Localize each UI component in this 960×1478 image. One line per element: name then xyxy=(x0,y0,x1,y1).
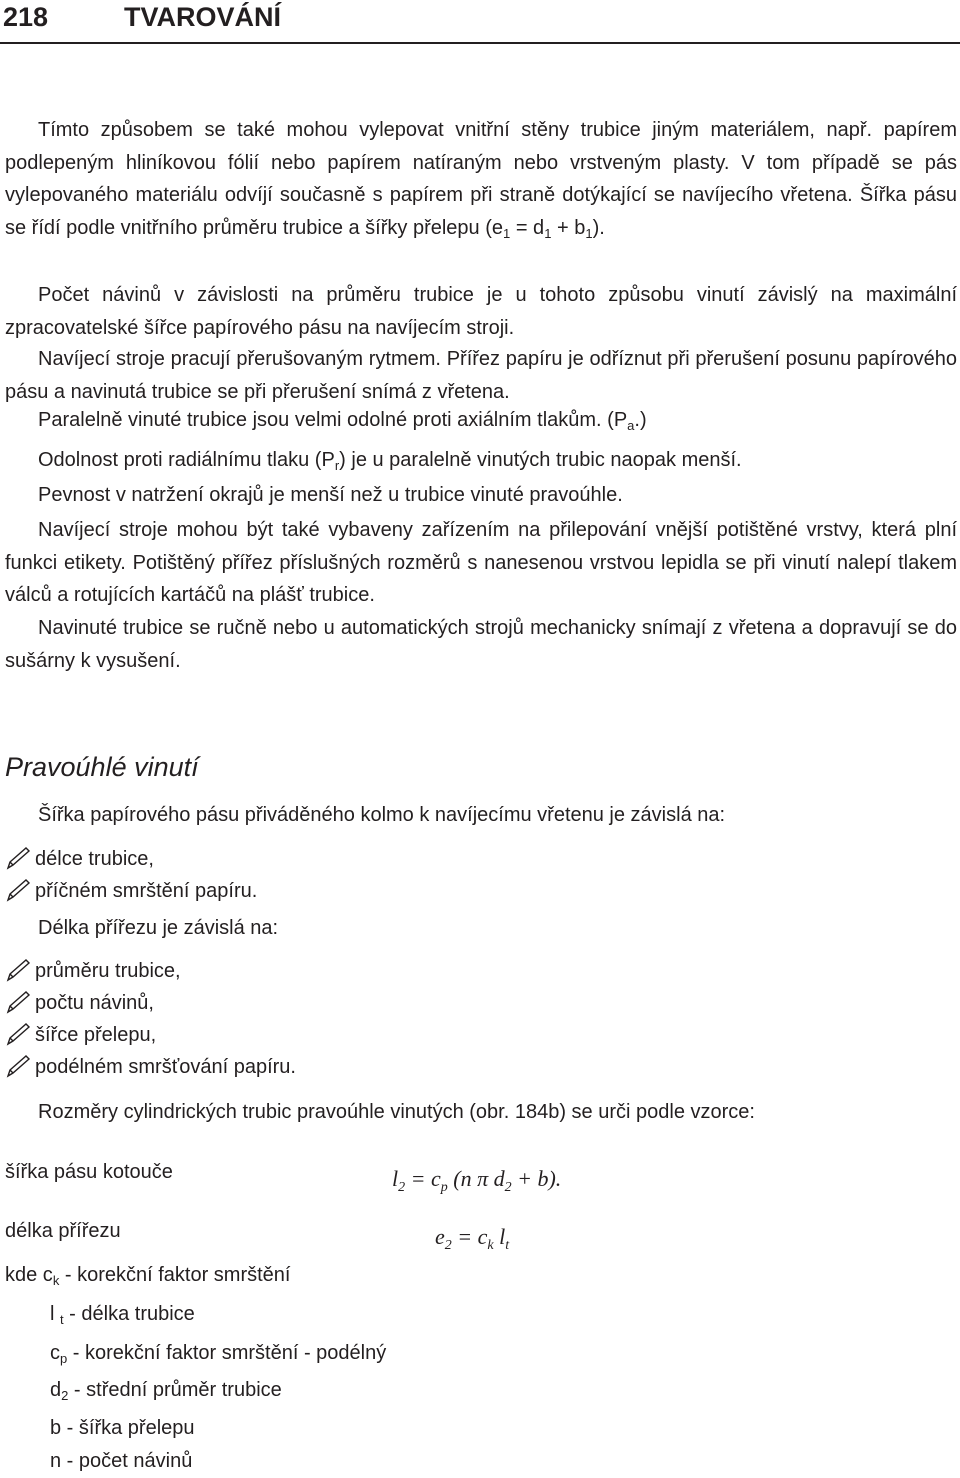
paragraph-7: Navíjecí stroje mohou být také vybaveny zařízením na přilepování vnější potištěné vrstvy, která plní funkci etikety. Potištěný přířez příslušných rozměrů s nanesenou vrstvou lepidla se při vinutí nalepí tlakem válců a rotujících kartáčů na plášť trubice. xyxy=(5,519,957,606)
pencil-icon xyxy=(5,957,31,983)
page-header xyxy=(0,0,960,44)
section-intro-3: Rozměry cylindrických trubic pravoúhle vinutých (obr. 184b) se urči podle vzorce: xyxy=(38,1101,755,1123)
legend-item: b - šířka přelepu xyxy=(50,1417,195,1439)
formula-2: $e_2 = c_k$ $l_t$ xyxy=(435,1224,510,1253)
legend-item: $d_2$ - střední průměr trubice xyxy=(50,1379,282,1403)
formula-1: $l_2 = c_p$ (n π $d_2 + b$). xyxy=(392,1166,562,1195)
formula-2-label: délka přířezu xyxy=(5,1220,121,1242)
paragraph-5: Odolnost proti radiálnímu tlaku $(P_r)$ je u paralelně vinutých trubic naopak menší. xyxy=(38,449,742,473)
formula-1-label: šířka pásu kotouče xyxy=(5,1161,173,1183)
page-number: 218 xyxy=(3,2,49,32)
section-intro-1: Šířka papírového pásu přiváděného kolmo k navíjecímu vřetenu je závislá na: xyxy=(38,804,726,826)
paragraph-8: Navinuté trubice se ručně nebo u automatických strojů mechanicky snímají z vřetena a dopravují se do sušárny k vysušení. xyxy=(5,617,957,672)
section-title: Pravoúhlé vinutí xyxy=(5,752,199,782)
section-intro-2: Délka přířezu je závislá na: xyxy=(38,917,279,939)
paragraph-6: Pevnost v natržení okrajů je menší než u trubice vinuté pravoúhle. xyxy=(38,484,623,506)
paragraph-4: Paralelně vinuté trubice jsou velmi odolné proti axiálním tlakům. $(P_a.)$ xyxy=(38,409,647,433)
legend-item: n - počet návinů xyxy=(50,1450,193,1472)
chapter-title: TVAROVÁNÍ xyxy=(124,2,282,32)
pencil-icon xyxy=(5,989,31,1015)
paragraph-1: Tímto způsobem se také mohou vylepovat vnitřní stěny trubice jiným materiálem, např. papírem podlepeným hliníkovou fólií nebo papírem natíraným nebo vrstveným plasty. V tom případě se pás vylepovaného materiálu odvíjí současně s papírem při straně dotýkající se navíjecího vřetena. Šířka pásu se řídí podle vnitřního průměru trubice a šířky přelepu $(e_1 = d_1 + b_1)$. xyxy=(5,119,957,241)
pencil-icon xyxy=(5,877,31,903)
paragraph-3: Navíjecí stroje pracují přerušovaným rytmem. Přířez papíru je odříznut při přerušení posunu papírového pásu a navinutá trubice se při přerušení snímá z vřetena. xyxy=(5,348,957,403)
pencil-icon xyxy=(5,1021,31,1047)
legend-item: $c_p$ - korekční faktor smrštění - podélný xyxy=(50,1342,387,1366)
pencil-icon xyxy=(5,845,31,871)
legend-item: l $_t$ - délka trubice xyxy=(50,1303,195,1327)
legend-item: kde $c_k$ - korekční faktor smrštění xyxy=(5,1264,291,1288)
pencil-icon xyxy=(5,1053,31,1079)
paragraph-2: Počet návinů v závislosti na průměru trubice je u tohoto způsobu vinutí závislý na maximální zpracovatelské šířce papírového pásu na navíjecím stroji. xyxy=(5,284,957,339)
